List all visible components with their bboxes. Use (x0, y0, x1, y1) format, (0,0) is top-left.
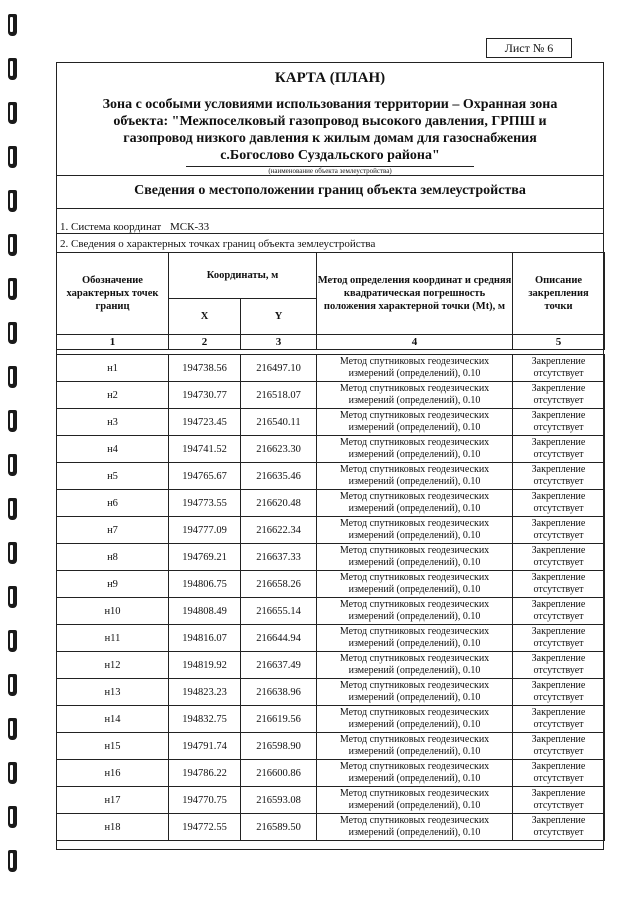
binding-ring-icon (8, 454, 17, 476)
coord-y: 216598.90 (241, 733, 317, 760)
fixing-line: Закрепление (531, 707, 586, 718)
fixing-line: отсутствует (533, 611, 584, 622)
fixing-line: отсутствует (533, 395, 584, 406)
fixing-cell (513, 598, 605, 625)
column-number: 2 (169, 335, 241, 350)
fixing-cell (513, 760, 605, 787)
method-line: измерений (определений), 0.10 (348, 530, 481, 541)
method-cell (317, 787, 513, 814)
fixing-cell (513, 706, 605, 733)
method-cell (317, 355, 513, 382)
fixing-cell (513, 814, 605, 841)
method-cell (317, 409, 513, 436)
fixing-cell (513, 517, 605, 544)
point-id: н10 (57, 598, 169, 625)
method-line: измерений (определений), 0.10 (348, 692, 481, 703)
point-id: н6 (57, 490, 169, 517)
coord-y: 216600.86 (241, 760, 317, 787)
fixing-line: Закрепление (531, 356, 586, 367)
coord-x: 194819.92 (169, 652, 241, 679)
method-cell (317, 814, 513, 841)
coord-x: 194738.56 (169, 355, 241, 382)
sheet-number: Лист № 6 (486, 38, 572, 58)
fixing-cell (513, 382, 605, 409)
method-line: измерений (определений), 0.10 (348, 611, 481, 622)
coord-y: 216620.48 (241, 490, 317, 517)
coord-y: 216623.30 (241, 436, 317, 463)
fixing-line: Закрепление (531, 464, 586, 475)
coord-x: 194816.07 (169, 625, 241, 652)
method-cell (317, 463, 513, 490)
method-line: измерений (определений), 0.10 (348, 773, 481, 784)
method-cell (317, 733, 513, 760)
method-line: измерений (определений), 0.10 (348, 476, 481, 487)
method-line: Метод спутниковых геодезических (339, 464, 490, 475)
binding-ring-icon (8, 410, 17, 432)
binding-ring-icon (8, 586, 17, 608)
object-description-line: Зона с особыми условиями использования территории – Охранная зона (102, 97, 558, 112)
binding-ring-icon (8, 102, 17, 124)
coord-y: 216589.50 (241, 814, 317, 841)
fixing-line: отсутствует (533, 665, 584, 676)
table-row (57, 787, 605, 814)
fixing-line: отсутствует (533, 719, 584, 730)
method-line: Метод спутниковых геодезических (339, 761, 490, 772)
binding-ring-icon (8, 674, 17, 696)
fixing-line: отсутствует (533, 692, 584, 703)
point-id: н13 (57, 679, 169, 706)
fixing-line: Закрепление (531, 410, 586, 421)
method-cell (317, 517, 513, 544)
coord-y: 216518.07 (241, 382, 317, 409)
header-designation: Обозначение характерных точек границ (57, 253, 169, 335)
table-header-row (57, 253, 605, 299)
method-line: измерений (определений), 0.10 (348, 800, 481, 811)
coord-x: 194723.45 (169, 409, 241, 436)
header-x: X (169, 299, 241, 335)
fixing-cell (513, 787, 605, 814)
fixing-line: отсутствует (533, 800, 584, 811)
divider (56, 175, 604, 176)
method-line: Метод спутниковых геодезических (339, 491, 490, 502)
coord-x: 194770.75 (169, 787, 241, 814)
point-id: н18 (57, 814, 169, 841)
table-row (57, 598, 605, 625)
fixing-cell (513, 463, 605, 490)
column-number: 1 (57, 335, 169, 350)
coord-y: 216635.46 (241, 463, 317, 490)
method-line: измерений (определений), 0.10 (348, 449, 481, 460)
fixing-cell (513, 355, 605, 382)
fixing-cell (513, 652, 605, 679)
method-line: измерений (определений), 0.10 (348, 557, 481, 568)
table-row (57, 760, 605, 787)
coord-x: 194832.75 (169, 706, 241, 733)
binding-ring-icon (8, 278, 17, 300)
point-id: н16 (57, 760, 169, 787)
column-number-row (57, 335, 605, 350)
fixing-cell (513, 625, 605, 652)
point-id: н7 (57, 517, 169, 544)
point-id: н4 (57, 436, 169, 463)
fixing-line: отсутствует (533, 638, 584, 649)
method-line: Метод спутниковых геодезических (339, 383, 490, 394)
fixing-line: отсутствует (533, 827, 584, 838)
fixing-line: Закрепление (531, 653, 586, 664)
point-id: н17 (57, 787, 169, 814)
coord-x: 194806.75 (169, 571, 241, 598)
method-line: измерений (определений), 0.10 (348, 584, 481, 595)
fixing-cell (513, 679, 605, 706)
method-cell (317, 571, 513, 598)
method-line: Метод спутниковых геодезических (339, 707, 490, 718)
object-description-line: объекта: "Межпоселковый газопровод высокого давления, ГРПШ и (113, 114, 547, 129)
points-section-label: 2. Сведения о характерных точках границ объекта землеустройства (60, 238, 376, 250)
binding-ring-icon (8, 366, 17, 388)
point-id: н9 (57, 571, 169, 598)
header-method: Метод определения координат и средняя квадратическая погрешность положения характерной точки (Mt), м (317, 253, 513, 335)
point-id: н11 (57, 625, 169, 652)
fixing-line: Закрепление (531, 788, 586, 799)
fixing-line: Закрепление (531, 572, 586, 583)
method-line: Метод спутниковых геодезических (339, 518, 490, 529)
method-line: Метод спутниковых геодезических (339, 599, 490, 610)
column-number: 4 (317, 335, 513, 350)
point-id: н15 (57, 733, 169, 760)
method-line: измерений (определений), 0.10 (348, 422, 481, 433)
coord-y: 216655.14 (241, 598, 317, 625)
coord-x: 194773.55 (169, 490, 241, 517)
fixing-line: отсутствует (533, 530, 584, 541)
fixing-line: Закрепление (531, 761, 586, 772)
column-number: 5 (513, 335, 605, 350)
table-row (57, 436, 605, 463)
fixing-line: Закрепление (531, 599, 586, 610)
method-line: Метод спутниковых геодезических (339, 437, 490, 448)
method-cell (317, 706, 513, 733)
fixing-line: отсутствует (533, 503, 584, 514)
page-title: КАРТА (ПЛАН) (274, 70, 386, 86)
table-row (57, 679, 605, 706)
binding-ring-icon (8, 850, 17, 872)
fixing-line: Закрепление (531, 383, 586, 394)
coord-x: 194791.74 (169, 733, 241, 760)
object-description-line: газопровод низкого давления к жилым домам для газоснабжения (123, 131, 537, 146)
coord-y: 216637.33 (241, 544, 317, 571)
table-row (57, 490, 605, 517)
point-id: н14 (57, 706, 169, 733)
binding-ring-icon (8, 58, 17, 80)
binding-ring-icon (8, 542, 17, 564)
fixing-line: Закрепление (531, 518, 586, 529)
fixing-line: Закрепление (531, 815, 586, 826)
method-line: измерений (определений), 0.10 (348, 827, 481, 838)
method-line: Метод спутниковых геодезических (339, 788, 490, 799)
object-description-line: с.Богослово Суздальского района" (220, 148, 440, 163)
method-line: Метод спутниковых геодезических (339, 626, 490, 637)
point-id: н3 (57, 409, 169, 436)
coord-x: 194730.77 (169, 382, 241, 409)
table-row (57, 409, 605, 436)
coord-x: 194777.09 (169, 517, 241, 544)
binding-ring-icon (8, 762, 17, 784)
coord-y: 216622.34 (241, 517, 317, 544)
coord-y: 216638.96 (241, 679, 317, 706)
coord-y: 216658.26 (241, 571, 317, 598)
method-cell (317, 490, 513, 517)
method-line: Метод спутниковых геодезических (339, 572, 490, 583)
coord-x: 194823.23 (169, 679, 241, 706)
method-cell (317, 544, 513, 571)
coord-x: 194808.49 (169, 598, 241, 625)
coord-x: 194765.67 (169, 463, 241, 490)
fixing-line: отсутствует (533, 773, 584, 784)
object-name-note: (наименование объекта землеустройства) (268, 167, 392, 175)
binding-holes (4, 0, 26, 905)
method-cell (317, 598, 513, 625)
coord-y: 216497.10 (241, 355, 317, 382)
coord-y: 216593.08 (241, 787, 317, 814)
fixing-line: отсутствует (533, 746, 584, 757)
fixing-cell (513, 436, 605, 463)
column-number: 3 (241, 335, 317, 350)
divider (56, 208, 604, 209)
method-line: измерений (определений), 0.10 (348, 395, 481, 406)
binding-ring-icon (8, 234, 17, 256)
fixing-cell (513, 544, 605, 571)
point-id: н2 (57, 382, 169, 409)
table-row (57, 733, 605, 760)
binding-ring-icon (8, 806, 17, 828)
fixing-line: отсутствует (533, 476, 584, 487)
method-line: Метод спутниковых геодезических (339, 410, 490, 421)
object-description (74, 96, 586, 164)
method-cell (317, 382, 513, 409)
fixing-line: отсутствует (533, 422, 584, 433)
method-line: Метод спутниковых геодезических (339, 815, 490, 826)
point-id: н1 (57, 355, 169, 382)
points-table (56, 252, 605, 841)
method-line: Метод спутниковых геодезических (339, 734, 490, 745)
method-line: измерений (определений), 0.10 (348, 746, 481, 757)
fixing-line: Закрепление (531, 437, 586, 448)
coord-x: 194772.55 (169, 814, 241, 841)
table-row (57, 652, 605, 679)
fixing-cell (513, 409, 605, 436)
method-cell (317, 679, 513, 706)
binding-ring-icon (8, 190, 17, 212)
fixing-line: отсутствует (533, 557, 584, 568)
method-line: измерений (определений), 0.10 (348, 503, 481, 514)
method-line: измерений (определений), 0.10 (348, 719, 481, 730)
table-row (57, 814, 605, 841)
fixing-line: Закрепление (531, 626, 586, 637)
binding-ring-icon (8, 498, 17, 520)
fixing-line: Закрепление (531, 734, 586, 745)
binding-ring-icon (8, 322, 17, 344)
fixing-line: отсутствует (533, 449, 584, 460)
binding-ring-icon (8, 14, 17, 36)
method-cell (317, 760, 513, 787)
table-row (57, 544, 605, 571)
method-line: Метод спутниковых геодезических (339, 653, 490, 664)
fixing-cell (513, 733, 605, 760)
method-line: Метод спутниковых геодезических (339, 545, 490, 556)
section-title: Сведения о местоположении границ объекта землеустройства (134, 183, 526, 198)
coord-y: 216644.94 (241, 625, 317, 652)
header-coordinates: Координаты, м (169, 253, 317, 299)
method-cell (317, 652, 513, 679)
coord-y: 216619.56 (241, 706, 317, 733)
header-y: Y (241, 299, 317, 335)
method-cell (317, 436, 513, 463)
coord-x: 194769.21 (169, 544, 241, 571)
table-row (57, 571, 605, 598)
binding-ring-icon (8, 630, 17, 652)
method-line: измерений (определений), 0.10 (348, 638, 481, 649)
binding-ring-icon (8, 146, 17, 168)
header-description: Описание закрепления точки (513, 253, 605, 335)
fixing-line: Закрепление (531, 545, 586, 556)
coordinate-system-label: 1. Система координат (60, 221, 162, 233)
coord-x: 194786.22 (169, 760, 241, 787)
coordinate-system-value: МСК-33 (169, 221, 210, 233)
fixing-line: отсутствует (533, 584, 584, 595)
coordinate-system (60, 221, 209, 233)
point-id: н8 (57, 544, 169, 571)
table-row (57, 517, 605, 544)
fixing-cell (513, 571, 605, 598)
point-id: н5 (57, 463, 169, 490)
table-row (57, 706, 605, 733)
fixing-line: Закрепление (531, 491, 586, 502)
coord-x: 194741.52 (169, 436, 241, 463)
point-id: н12 (57, 652, 169, 679)
method-line: Метод спутниковых геодезических (339, 356, 490, 367)
table-row (57, 382, 605, 409)
fixing-cell (513, 490, 605, 517)
binding-ring-icon (8, 718, 17, 740)
method-line: Метод спутниковых геодезических (339, 680, 490, 691)
table-row (57, 355, 605, 382)
method-line: измерений (определений), 0.10 (348, 368, 481, 379)
coord-y: 216637.49 (241, 652, 317, 679)
method-cell (317, 625, 513, 652)
fixing-line: отсутствует (533, 368, 584, 379)
table-row (57, 625, 605, 652)
fixing-line: Закрепление (531, 680, 586, 691)
method-line: измерений (определений), 0.10 (348, 665, 481, 676)
divider (56, 233, 604, 234)
table-row (57, 463, 605, 490)
coord-y: 216540.11 (241, 409, 317, 436)
